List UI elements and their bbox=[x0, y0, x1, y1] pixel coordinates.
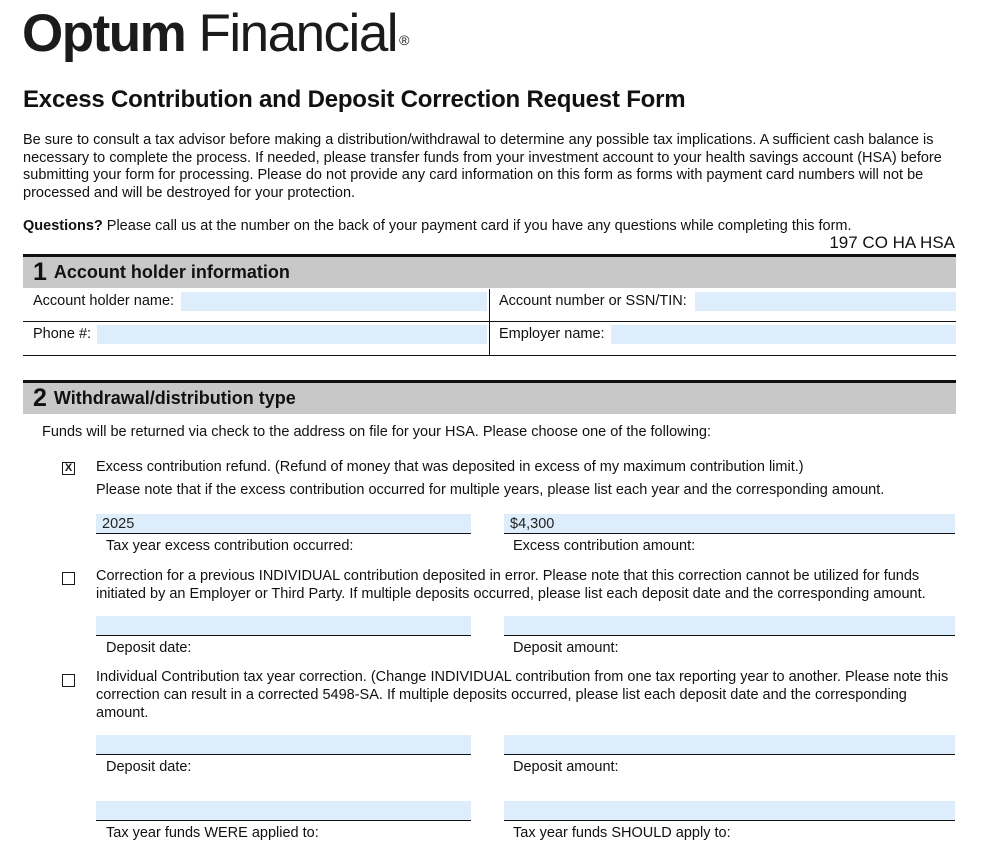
option-1-line-2: Please note that if the excess contribution occurred for multiple years, please list each year and the corresponding amount. bbox=[96, 482, 885, 498]
questions-body: Please call us at the number on the back of your payment card if you have any questions while completing this form. bbox=[102, 218, 852, 234]
tax-year-were-applied-field[interactable] bbox=[96, 801, 471, 821]
section-1-bottom-line bbox=[23, 355, 956, 356]
section-2-header bbox=[23, 380, 956, 414]
tax-year-excess-label: Tax year excess contribution occurred: bbox=[106, 538, 354, 554]
individual-contribution-correction-checkbox[interactable] bbox=[62, 572, 75, 585]
intro-text: Be sure to consult a tax advisor before making a distribution/withdrawal to determine any possible tax implications. A sufficient cash balance is necessary to complete the process. If needed, please transfer funds from your investment account to your health savings account (HSA) before submitting your form for processing. Please do not provide any card information on this form as forms with payment card numbers will not be processed and will be destroyed for your protection. bbox=[23, 132, 942, 201]
section-1-header bbox=[23, 254, 956, 288]
account-number-label: Account number or SSN/TIN: bbox=[499, 293, 687, 309]
account-holder-name-label: Account holder name: bbox=[33, 293, 175, 309]
tax-year-should-apply-label: Tax year funds SHOULD apply to: bbox=[513, 825, 731, 841]
form-code: 197 CO HA HSA bbox=[829, 233, 955, 252]
tax-year-correction-checkbox[interactable] bbox=[62, 674, 75, 687]
option-3-deposit-amount-field[interactable] bbox=[504, 735, 955, 755]
section-1-title: Account holder information bbox=[53, 262, 290, 282]
section-1-number: 1 bbox=[33, 258, 47, 286]
account-holder-name-field[interactable] bbox=[181, 292, 487, 311]
form-title: Excess Contribution and Deposit Correction Request Form bbox=[23, 86, 686, 113]
account-number-field[interactable] bbox=[695, 292, 956, 311]
option-2-deposit-date-label: Deposit date: bbox=[106, 640, 192, 656]
excess-amount-field[interactable]: $4,300 bbox=[504, 514, 955, 534]
employer-name-label: Employer name: bbox=[499, 326, 605, 342]
employer-name-field[interactable] bbox=[611, 325, 956, 344]
option-3-deposit-amount-label: Deposit amount: bbox=[513, 759, 619, 775]
option-2-deposit-amount-label: Deposit amount: bbox=[513, 640, 619, 656]
option-2-deposit-date-field[interactable] bbox=[96, 616, 471, 636]
option-2-text: Correction for a previous INDIVIDUAL contribution deposited in error. Please note that this correction cannot be utilized for funds initiated by an Employer or Third Party. If multiple deposits occurred, please list each deposit date and the corresponding amount. bbox=[96, 568, 926, 602]
tax-year-excess-field[interactable]: 2025 bbox=[96, 514, 471, 534]
questions-label: Questions? bbox=[23, 218, 103, 234]
option-3-deposit-date-field[interactable] bbox=[96, 735, 471, 755]
excess-amount-label: Excess contribution amount: bbox=[513, 538, 696, 554]
option-3-text: Individual Contribution tax year correction. (Change INDIVIDUAL contribution from one tax reporting year to another. Please note this correction can result in a corrected 5498-SA. If multiple deposits occurred, please list each deposit date and the corresponding amount. bbox=[96, 669, 949, 721]
option-3-deposit-date-label: Deposit date: bbox=[106, 759, 192, 775]
questions-text bbox=[23, 218, 852, 234]
option-2-deposit-amount-field[interactable] bbox=[504, 616, 955, 636]
excess-contribution-refund-checkbox[interactable]: X bbox=[62, 462, 75, 475]
optum-financial-logo: Optum Financial ® bbox=[22, 4, 408, 63]
section-2-number: 2 bbox=[33, 384, 47, 412]
tax-year-should-apply-field[interactable] bbox=[504, 801, 955, 821]
section-2-title: Withdrawal/distribution type bbox=[53, 388, 296, 408]
column-divider bbox=[489, 289, 490, 355]
tax-year-were-applied-label: Tax year funds WERE applied to: bbox=[106, 825, 319, 841]
section-2-instructions: Funds will be returned via check to the address on file for your HSA. Please choose one of the following: bbox=[42, 424, 711, 440]
phone-field[interactable] bbox=[97, 325, 487, 344]
option-1-line-1: Excess contribution refund. (Refund of money that was deposited in excess of my maximum contribution limit.) bbox=[96, 459, 804, 475]
phone-label: Phone #: bbox=[33, 326, 92, 342]
